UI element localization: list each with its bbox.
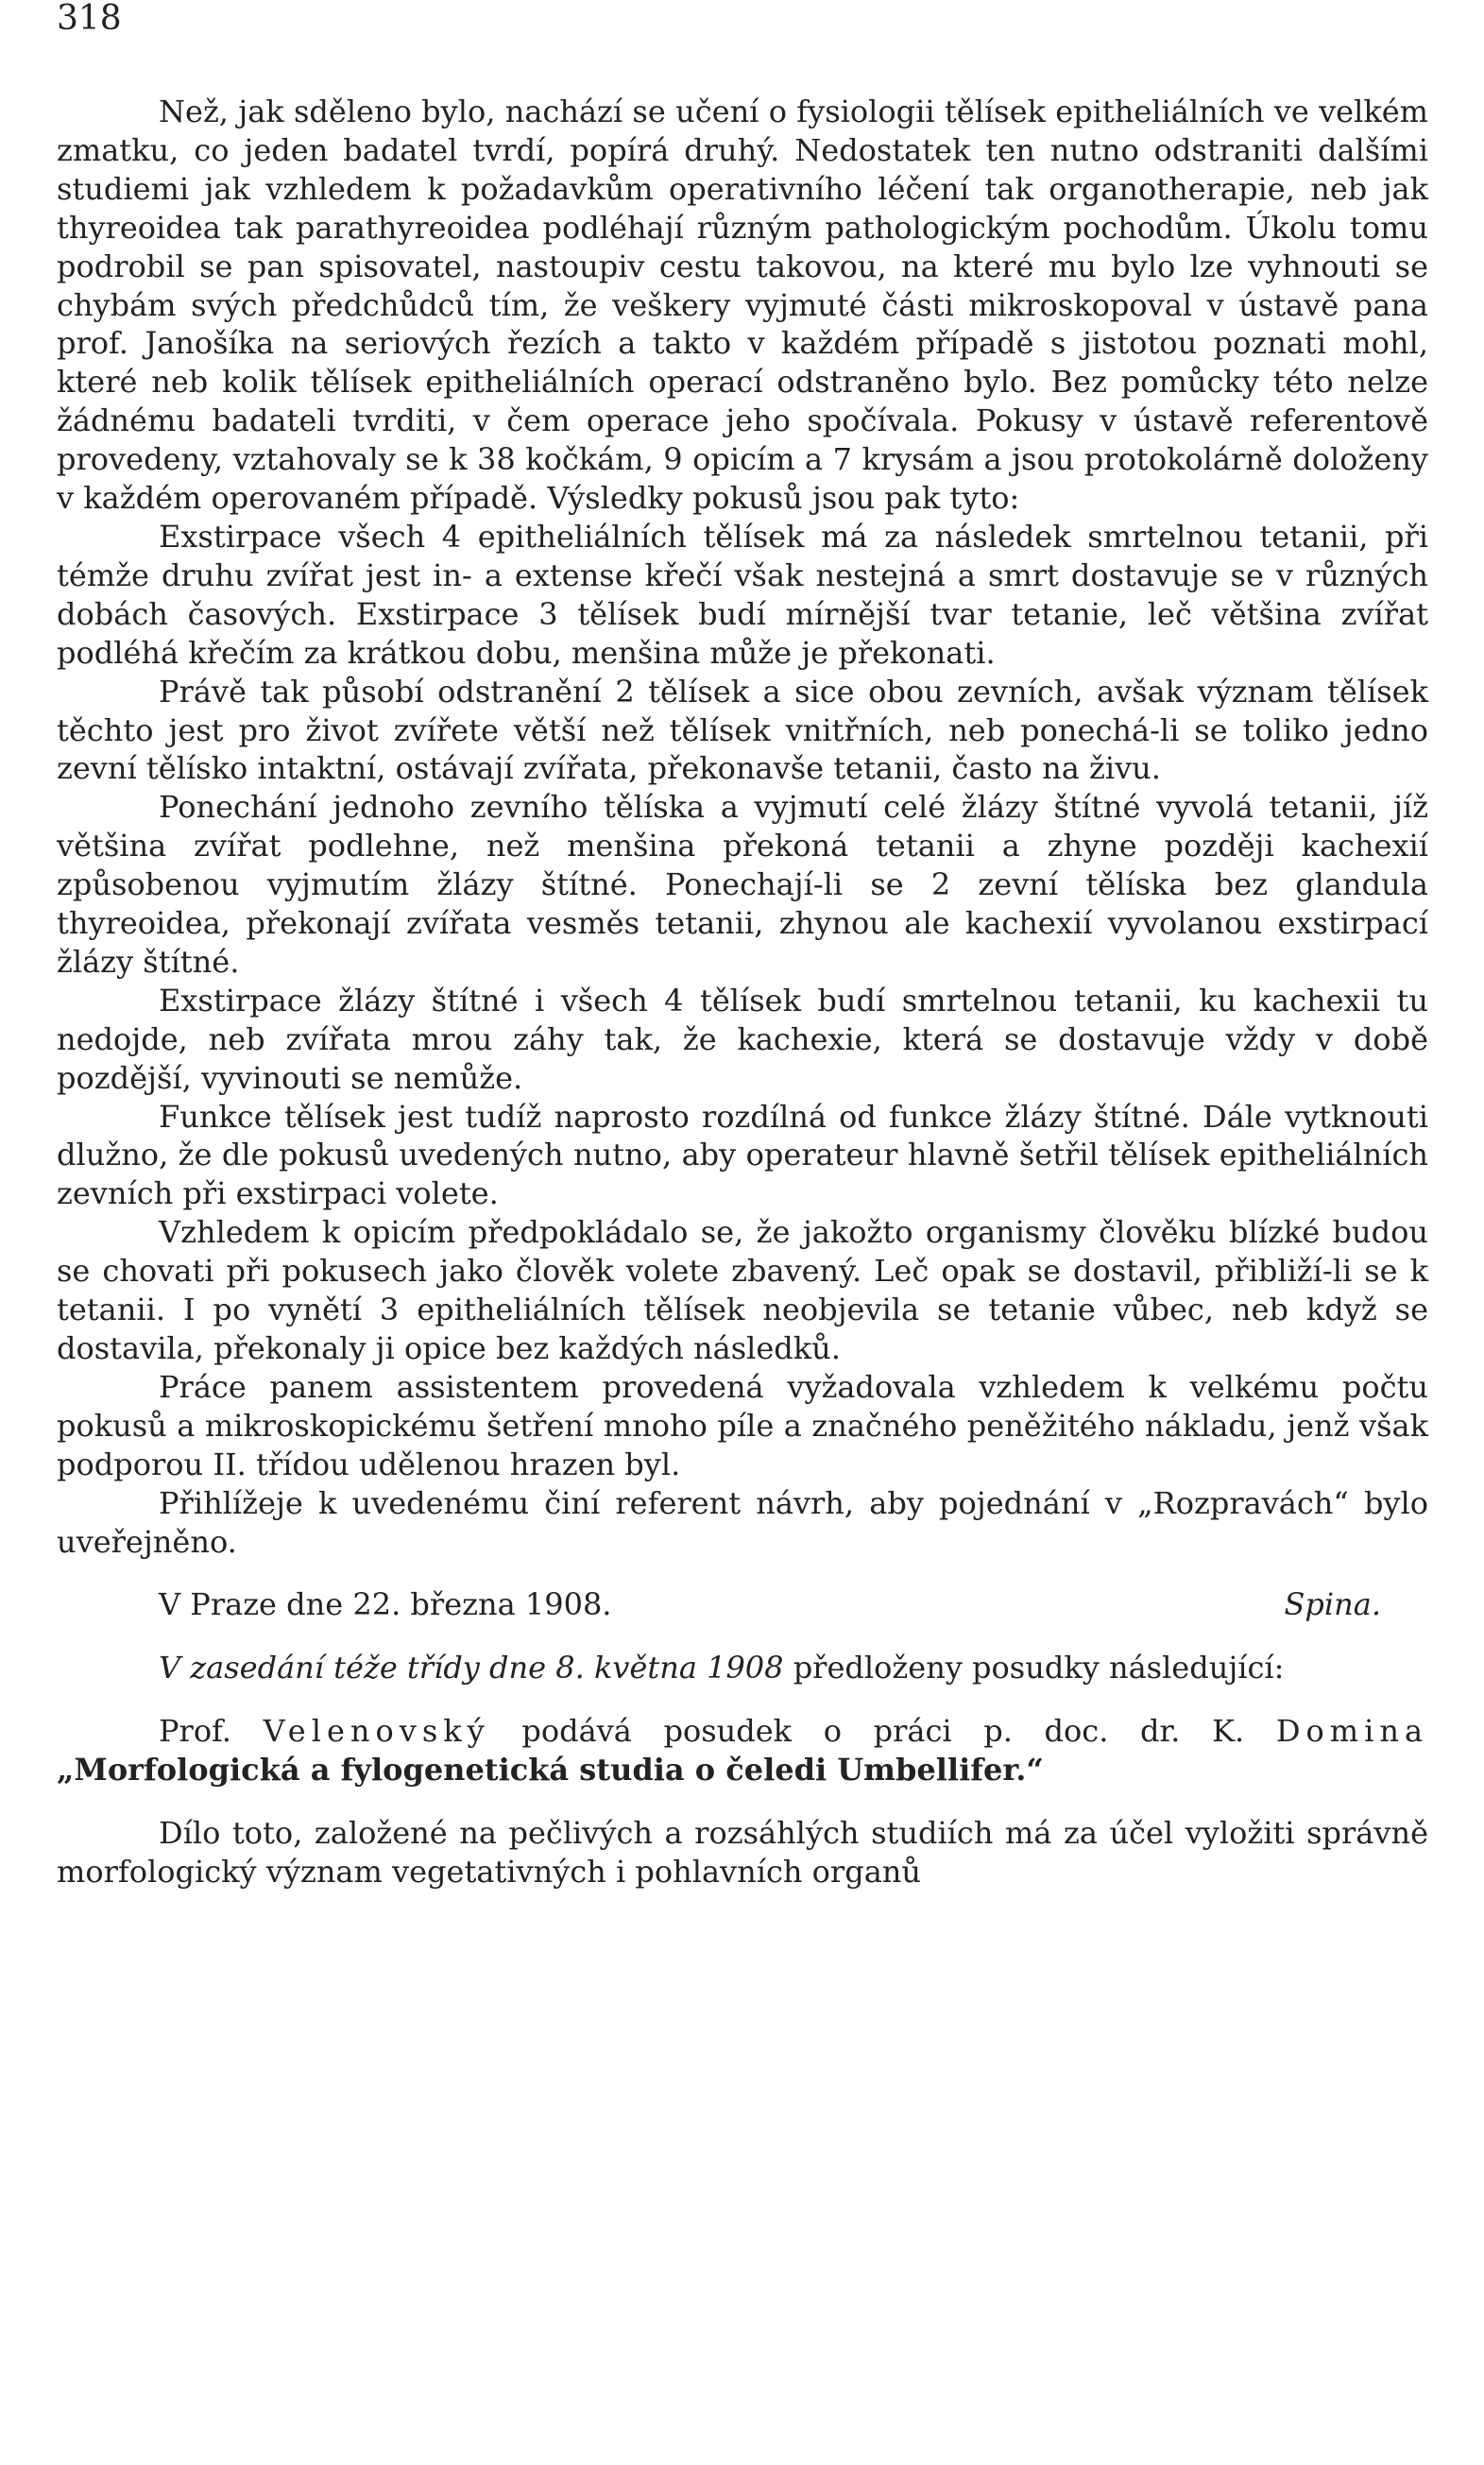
paragraph: Vzhledem k opicím předpokládalo se, že jakožto organismy člověku blízké budou se chovati při pokusech jako člověk volete zbavený. Leč opak se dostavil, přibliží-li se k tetanii. I po vynětí 3 epitheliálních tělísek neobjevila se tetanie vůbec, neb když se dostavila, překonaly ji opice bez každých následků. [57, 1214, 1428, 1366]
reviewer-name: Velenovský [263, 1713, 490, 1750]
signature: Spina. [1284, 1586, 1381, 1623]
session-rest: předloženy posudky následující: [783, 1650, 1285, 1686]
paragraph: Práce panem assistentem provedená vyžadovala vzhledem k velkému počtu pokusů a mikroskopickému šetření mnoho píle a značného peněžitého nákladu, jenž však podporou II. třídou udělenou hrazen byl. [57, 1368, 1428, 1482]
paragraph: Funkce tělísek jest tudíž naprosto rozdílná od funkce žlázy štítné. Dále vytknouti dlužno, že dle pokusů uvedených nutno, aby operateur hlavně šetřil tělísek epitheliálních zevních při exstirpaci volete. [57, 1098, 1428, 1212]
paragraph: Právě tak působí odstranění 2 tělísek a sice obou zevních, avšak význam tělísek těchto jest pro život zvířete větší než tělísek vnitřních, neb ponechá-li se toliko jedno zevní tělísko intaktní, ostávají zvířata, překonavše tetanii, často na živu. [57, 673, 1428, 787]
review-mid: podává posudek o práci p. doc. dr. K. [489, 1713, 1276, 1750]
review-prefix: Prof. [159, 1713, 264, 1750]
date-signature-line [57, 1585, 1428, 1624]
paragraph: Exstirpace všech 4 epitheliálních tělísek má za následek smrtelnou tetanii, při témže druhu zvířat jest in- a extense křečí však nestejná a smrt dostavuje se v různých dobách časových. Exstirpace 3 tělísek budí mírnější tvar tetanie, leč většina zvířat podléhá křečím za krátkou dobu, menšina může je překonati. [57, 518, 1428, 671]
paragraph: Ponechání jednoho zevního tělíska a vyjmutí celé žlázy štítné vyvolá tetanii, jíž většina zvířat podlehne, než menšina překoná tetanii a zhyne později kachexií způsobenou vyjmutím žlázy štítné. Ponechají-li se 2 zevní tělíska bez glandula thyreoidea, překonají zvířata vesměs tetanii, zhynou ale kachexií vyvolanou exstirpací žlázy štítné. [57, 789, 1428, 980]
session-paragraph [57, 1649, 1428, 1687]
page-number: 318 [57, 0, 122, 38]
review-paragraph [57, 1712, 1428, 1789]
paragraph: Exstirpace žlázy štítné i všech 4 tělísek budí smrtelnou tetanii, ku kachexii tu nedojde, neb zvířata mrou záhy tak, že kachexie, která se dostavuje vždy v době pozdější, vyvinouti se nemůže. [57, 982, 1428, 1096]
page-text [57, 93, 1428, 1892]
paragraph: Než, jak sděleno bylo, nachází se učení o fysiologii tělísek epitheliálních ve velkém zmatku, co jeden badatel tvrdí, popírá druhý. Nedostatek ten nutno odstraniti dalšími studiemi jak vzhledem k požadavkům operativního léčení tak organotherapie, neb jak thyreoidea tak parathyreoidea podléhají různým pathologickým pochodům. Úkolu tomu podrobil se pan spisovatel, nastoupiv cestu takovou, na které mu bylo lze vyhnouti se chybám svých předchůdců tím, že veškery vyjmuté části mikroskopoval v ústavě pana prof. Janošíka na seriových řezích a takto v každém případě s jistotou poznati mohl, které neb kolik tělísek epitheliálních operací odstraněno bylo. Bez pomůcky této nelze žádnému badateli tvrditi, v čem operace jeho spočívala. Pokusy v ústavě referentově provedeny, vztahovaly se k 38 kočkám, 9 opicím a 7 krysám a jsou protokolárně doloženy v každém operovaném případě. Výsledky pokusů jsou pak tyto: [57, 94, 1428, 517]
author-name: Domina [1275, 1713, 1429, 1750]
session-italic: V zasedání téže třídy dne 8. května 1908 [159, 1650, 784, 1686]
date-text: V Praze dne 22. března 1908. [159, 1586, 612, 1623]
paragraph: Přihlížeje k uvedenému činí referent návrh, aby pojednání v „Rozpravách“ bylo uveřejněno. [57, 1484, 1428, 1560]
work-title: „Morfologická a fylogenetická studia o čeledi Umbellifer.“ [57, 1752, 1044, 1789]
paragraph: Dílo toto, založené na pečlivých a rozsáhlých studiích má za účel vyložiti správně morfologický význam vegetativných i pohlavních organů [57, 1815, 1428, 1890]
